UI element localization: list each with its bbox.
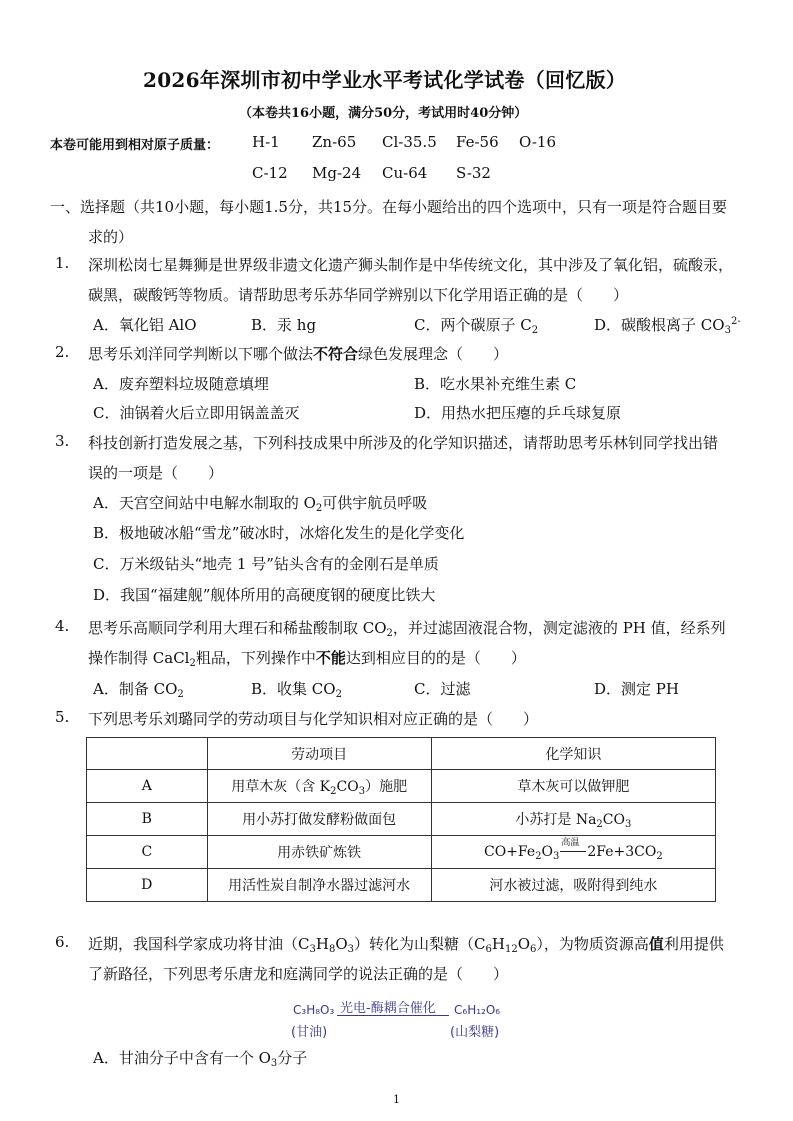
q3-option-b: B．极地破冰船“雪龙”破冰时，冰熔化发生的是化学变化 xyxy=(93,524,465,542)
atomic-mass-c: C-12 xyxy=(252,164,288,182)
q4-option-c: C．过滤 xyxy=(414,680,471,698)
table-header-cell: 化学知识 xyxy=(431,738,715,770)
atomic-mass-cu: Cu-64 xyxy=(382,164,428,182)
question-number: 2. xyxy=(55,343,70,361)
table-header-cell xyxy=(87,738,208,770)
question-number: 1. xyxy=(55,254,70,272)
q3-option-a: A．天宫空间站中电解水制取的 $O_2$可供宇航员呼吸 xyxy=(93,494,428,514)
question-4-text: 思考乐高顺同学利用大理石和稀盐酸制取 $CO_2$，并过滤固液混合物，测定滤液的 PH 值，经系列 xyxy=(88,619,726,639)
q4-option-a: A．制备 $CO_2$ xyxy=(93,680,184,700)
question-6-text-cont: 了新路径，下列思考乐唐龙和庭满同学的说法正确的是（ ） xyxy=(88,965,509,983)
atomic-mass-label: 本卷可能用到相对原子质量： xyxy=(50,138,220,153)
table-row xyxy=(87,770,716,803)
reactant-name: (甘油) xyxy=(291,1025,328,1040)
table-cell: 草木灰可以做钾肥 xyxy=(431,770,715,803)
atomic-mass-o: O-16 xyxy=(519,133,557,151)
q5-table xyxy=(86,737,716,902)
q3-option-c: C．万米级钻头“地壳 1 号”钻头含有的金刚石是单质 xyxy=(93,555,439,573)
question-3-text: 科技创新打造发展之基，下列科技成果中所涉及的化学知识描述，请帮助思考乐林钊同学找出错 xyxy=(88,434,719,452)
q3-option-d: D．我国“福建舰”舰体所用的高硬度钢的硬度比铁大 xyxy=(93,586,436,604)
reaction-equation: $CO+Fe_2O_3$ 高温 $2Fe+3CO_2$ xyxy=(484,838,663,862)
atomic-mass-h: H-1 xyxy=(252,133,280,151)
q1-option-a: A．氧化铝 AlO xyxy=(93,316,197,334)
question-4-text-cont: 操作制得 CaCl$_2$粗品，下列操作中不能达到相应目的的是（ ） xyxy=(88,649,526,669)
table-cell: 河水被过滤，吸附得到纯水 xyxy=(431,869,715,902)
table-cell: 用草木灰（含 $K_2CO_3$）施肥 xyxy=(207,770,431,803)
atomic-mass-s: S-32 xyxy=(456,164,491,182)
product-formula: C₆H₁₂O₆ xyxy=(454,1003,501,1017)
table-row xyxy=(87,836,716,869)
table-cell: 小苏打是 $Na_2CO_3$ xyxy=(431,803,715,836)
table-cell xyxy=(431,836,715,869)
table-cell: 用赤铁矿炼铁 xyxy=(207,836,431,869)
q2-option-b: B．吃水果补充维生素 C xyxy=(414,375,577,393)
atomic-mass-mg: Mg-24 xyxy=(312,164,362,182)
q6-option-a: A．甘油分子中含有一个 $O_3$分子 xyxy=(93,1049,308,1069)
reactant-formula: C₃H₈O₃ xyxy=(293,1003,335,1017)
question-number: 5. xyxy=(55,708,70,726)
question-5-text: 下列思考乐刘璐同学的劳动项目与化学知识相对应正确的是（ ） xyxy=(88,710,539,728)
table-header-cell: 劳动项目 xyxy=(207,738,431,770)
atomic-mass-zn: Zn-65 xyxy=(312,133,357,151)
section-heading-cont: 求的） xyxy=(88,228,134,246)
table-cell: C xyxy=(87,836,208,869)
q1-option-d: D．碳酸根离子 $CO_3^{2-}$ xyxy=(594,316,741,336)
q2-option-c: C．油锅着火后立即用锅盖盖灭 xyxy=(93,404,300,422)
table-row xyxy=(87,869,716,902)
table-cell: D xyxy=(87,869,208,902)
page-title: 2026年深圳市初中学业水平考试化学试卷（回忆版） xyxy=(143,68,627,92)
product-name: (山梨糖) xyxy=(450,1025,500,1040)
reaction-condition: 高温 xyxy=(559,844,587,860)
table-cell: A xyxy=(87,770,208,803)
question-number: 3. xyxy=(55,432,70,450)
table-cell: B xyxy=(87,803,208,836)
atomic-mass-fe: Fe-56 xyxy=(456,133,499,151)
question-2-text: 思考乐刘洋同学判断以下哪个做法不符合绿色发展理念（ ） xyxy=(88,345,509,363)
reaction-arrow xyxy=(337,1015,449,1016)
table-row xyxy=(87,803,716,836)
question-3-text-cont: 误的一项是（ ） xyxy=(88,464,224,482)
question-6-text: 近期，我国科学家成功将甘油$(C_3H_8O_3)$转化为山梨糖$(C_6H_{12}O_6)$，为物质资源高值利用提供 xyxy=(88,935,724,955)
table-header-row xyxy=(87,738,716,770)
question-number: 4. xyxy=(55,617,70,635)
q1-option-c: C．两个碳原子 $C_2$ xyxy=(414,316,539,336)
q4-option-b: B．收集 $CO_2$ xyxy=(251,680,342,700)
q2-option-a: A．废弃塑料垃圾随意填埋 xyxy=(93,375,269,393)
page-number: 1 xyxy=(393,1093,400,1106)
q1-option-b: B．汞 hg xyxy=(251,316,317,334)
question-number: 6. xyxy=(55,933,70,951)
q2-option-d: D．用热水把压瘪的乒乓球复原 xyxy=(414,404,622,422)
page-subtitle: （本卷共16小题，满分50分，考试用时40分钟） xyxy=(239,106,528,121)
question-1-text-cont: 碳黑，碳酸钙等物质。请帮助思考乐苏华同学辨别以下化学用语正确的是（ ） xyxy=(88,286,629,304)
atomic-mass-cl: Cl-35.5 xyxy=(382,133,437,151)
question-1-text: 深圳松岗七星舞狮是世界级非遗文化遗产狮头制作是中华传统文化，其中涉及了氧化铝，硫酸汞， xyxy=(88,256,734,274)
reaction-condition: 光电-酶耦合催化 xyxy=(340,1001,436,1016)
section-heading: 一、选择题（共10小题，每小题1.5分，共15分。在每小题给出的四个选项中，只有一项是符合题目要 xyxy=(50,198,728,216)
table-cell: 用活性炭自制净水器过滤河水 xyxy=(207,869,431,902)
q4-option-d: D．测定 PH xyxy=(594,680,679,698)
table-cell: 用小苏打做发酵粉做面包 xyxy=(207,803,431,836)
